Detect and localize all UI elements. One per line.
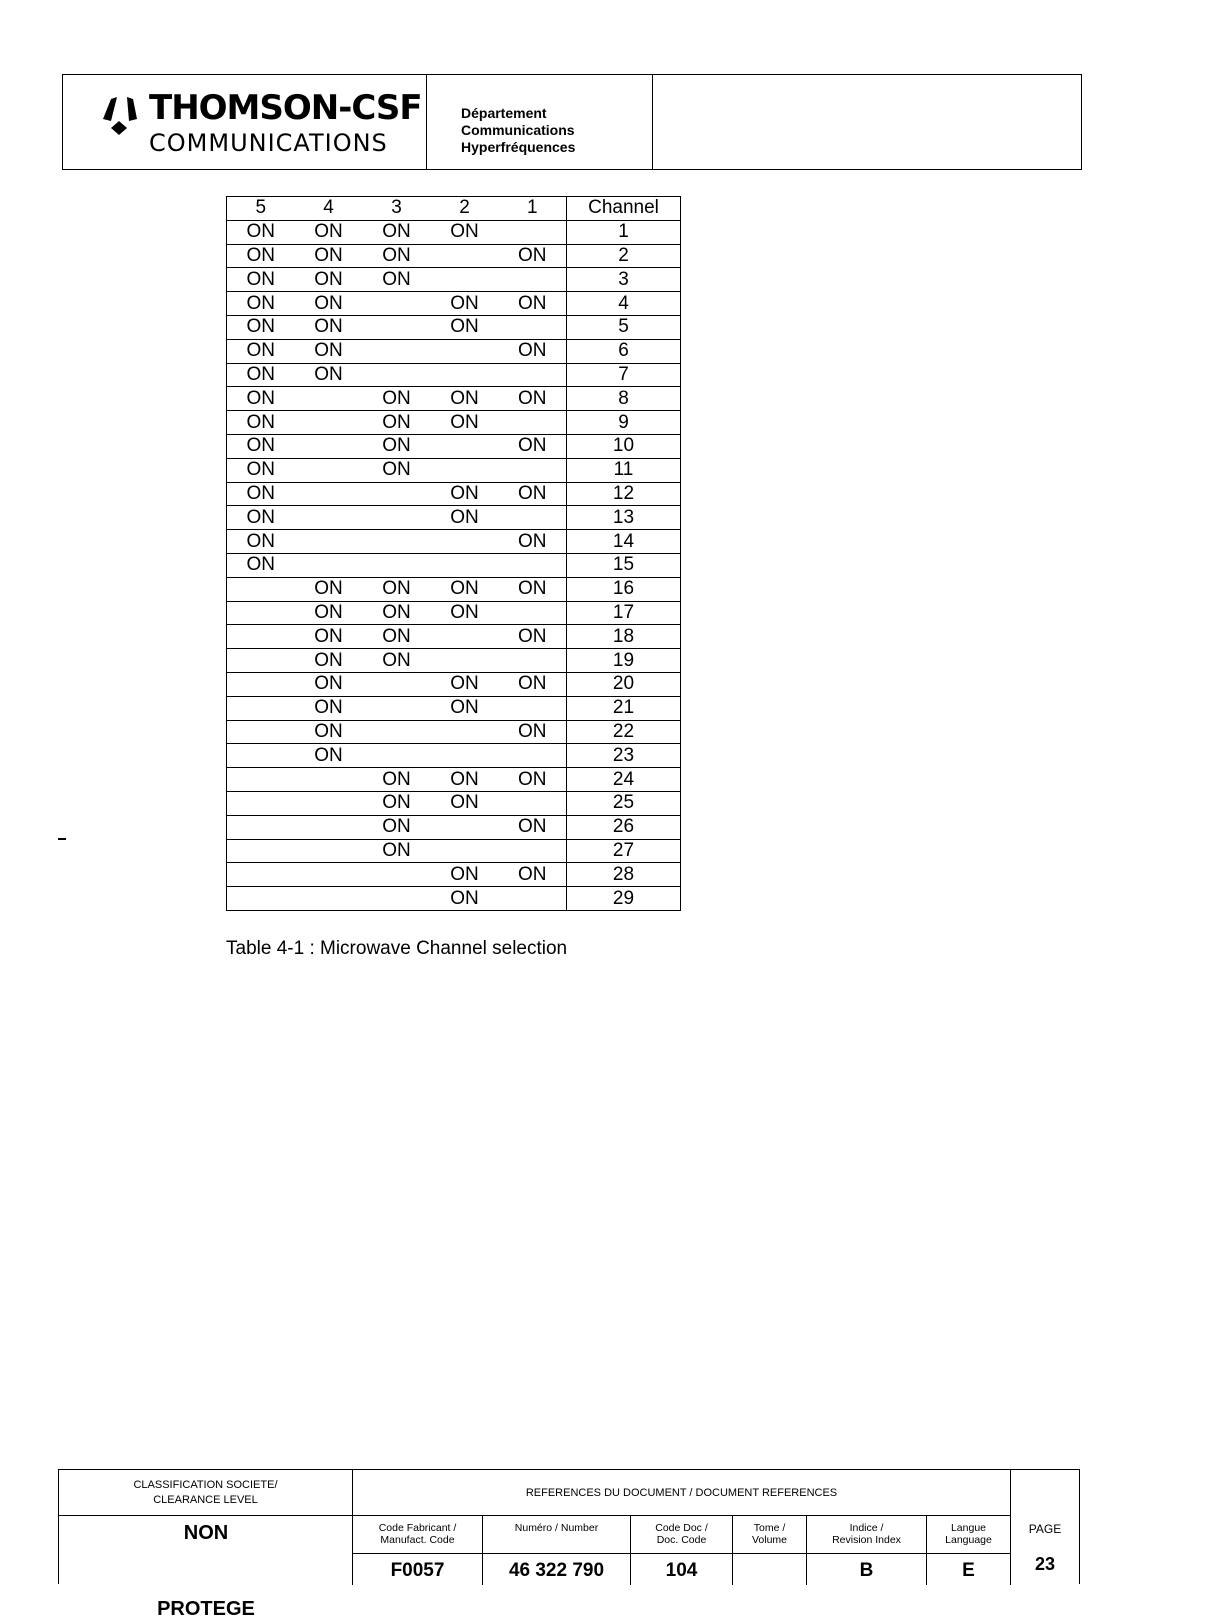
switch-cell bbox=[227, 649, 295, 673]
switch-cell bbox=[363, 887, 431, 911]
switch-cell: ON bbox=[295, 649, 363, 673]
table-row bbox=[227, 363, 681, 387]
switch-cell: ON bbox=[295, 601, 363, 625]
switch-cell bbox=[363, 863, 431, 887]
document-header bbox=[62, 74, 1082, 170]
channel-number-cell: 18 bbox=[567, 625, 681, 649]
switch-cell: ON bbox=[227, 339, 295, 363]
switch-cell: ON bbox=[363, 387, 431, 411]
switch-cell: ON bbox=[499, 863, 567, 887]
switch-cell: ON bbox=[363, 649, 431, 673]
reference-field-label bbox=[807, 1522, 926, 1554]
channel-number-cell: 24 bbox=[567, 768, 681, 792]
department-line: Département bbox=[461, 105, 547, 121]
switch-cell: ON bbox=[227, 530, 295, 554]
reference-field bbox=[733, 1516, 807, 1585]
switch-cell bbox=[227, 577, 295, 601]
reference-field-label bbox=[483, 1522, 630, 1554]
channel-number-cell: 26 bbox=[567, 815, 681, 839]
channel-number-cell: 23 bbox=[567, 744, 681, 768]
switch-cell bbox=[431, 625, 499, 649]
table-body bbox=[227, 220, 681, 910]
switch-cell bbox=[227, 720, 295, 744]
table-row bbox=[227, 720, 681, 744]
references-label: REFERENCES DU DOCUMENT / DOCUMENT REFERENCES bbox=[353, 1470, 1011, 1516]
channel-number-cell: 14 bbox=[567, 530, 681, 554]
table-row bbox=[227, 863, 681, 887]
switch-cell: ON bbox=[295, 268, 363, 292]
switch-cell bbox=[363, 696, 431, 720]
switch-cell bbox=[499, 363, 567, 387]
switch-cell: ON bbox=[363, 839, 431, 863]
document-footer bbox=[58, 1469, 1080, 1620]
table-row bbox=[227, 292, 681, 316]
switch-cell: ON bbox=[363, 411, 431, 435]
switch-cell: ON bbox=[431, 601, 499, 625]
switch-cell: ON bbox=[363, 625, 431, 649]
table-row bbox=[227, 411, 681, 435]
switch-cell bbox=[431, 339, 499, 363]
switch-cell: ON bbox=[499, 387, 567, 411]
switch-cell bbox=[499, 411, 567, 435]
switch-cell: ON bbox=[431, 768, 499, 792]
switch-cell bbox=[499, 887, 567, 911]
switch-cell bbox=[295, 506, 363, 530]
channel-number-cell: 16 bbox=[567, 577, 681, 601]
channel-number-cell: 28 bbox=[567, 863, 681, 887]
switch-cell: ON bbox=[431, 292, 499, 316]
switch-cell bbox=[363, 530, 431, 554]
switch-cell: ON bbox=[227, 434, 295, 458]
switch-cell bbox=[431, 839, 499, 863]
table-row bbox=[227, 339, 681, 363]
switch-cell bbox=[227, 672, 295, 696]
reference-field-value: 104 bbox=[665, 1560, 698, 1581]
switch-cell: ON bbox=[295, 720, 363, 744]
channel-number-cell: 27 bbox=[567, 839, 681, 863]
header-empty-cell bbox=[653, 75, 1081, 169]
switch-cell bbox=[431, 815, 499, 839]
switch-cell: ON bbox=[431, 387, 499, 411]
channel-number-cell: 1 bbox=[567, 220, 681, 244]
switch-cell bbox=[363, 672, 431, 696]
table-row bbox=[227, 625, 681, 649]
switch-cell: ON bbox=[227, 268, 295, 292]
switch-cell bbox=[295, 434, 363, 458]
switch-cell bbox=[295, 482, 363, 506]
switch-cell: ON bbox=[227, 458, 295, 482]
table-row bbox=[227, 506, 681, 530]
switch-cell: ON bbox=[363, 768, 431, 792]
switch-cell: ON bbox=[431, 791, 499, 815]
switch-cell: ON bbox=[431, 672, 499, 696]
table-row bbox=[227, 577, 681, 601]
switch-cell bbox=[431, 720, 499, 744]
reference-field bbox=[927, 1516, 1011, 1585]
classification-label bbox=[59, 1470, 353, 1516]
department-line: Hyperfréquences bbox=[461, 139, 576, 155]
switch-cell bbox=[227, 839, 295, 863]
column-header: 2 bbox=[431, 197, 499, 221]
switch-cell bbox=[431, 434, 499, 458]
switch-cell bbox=[499, 268, 567, 292]
switch-cell: ON bbox=[431, 863, 499, 887]
scan-mark bbox=[58, 838, 66, 840]
column-header: 1 bbox=[499, 197, 567, 221]
channel-number-cell: 17 bbox=[567, 601, 681, 625]
reference-field bbox=[807, 1516, 927, 1585]
switch-cell: ON bbox=[499, 244, 567, 268]
channel-number-cell: 20 bbox=[567, 672, 681, 696]
switch-cell: ON bbox=[363, 244, 431, 268]
page-column bbox=[1011, 1470, 1079, 1585]
switch-cell: ON bbox=[295, 672, 363, 696]
switch-cell bbox=[227, 696, 295, 720]
channel-number-cell: 7 bbox=[567, 363, 681, 387]
switch-cell: ON bbox=[499, 530, 567, 554]
reference-field-label-line: Language bbox=[945, 1534, 992, 1546]
switch-cell bbox=[295, 791, 363, 815]
reference-field-label-line: Code Doc / bbox=[655, 1522, 708, 1534]
switch-cell: ON bbox=[227, 315, 295, 339]
switch-cell bbox=[363, 720, 431, 744]
switch-cell: ON bbox=[431, 482, 499, 506]
switch-cell bbox=[295, 411, 363, 435]
table-row bbox=[227, 220, 681, 244]
table-row bbox=[227, 744, 681, 768]
page-number: 23 bbox=[1034, 1554, 1056, 1574]
table-row bbox=[227, 672, 681, 696]
table-row bbox=[227, 601, 681, 625]
classification-value-line: NON bbox=[183, 1522, 229, 1544]
channel-number-cell: 5 bbox=[567, 315, 681, 339]
switch-cell: ON bbox=[499, 672, 567, 696]
switch-cell bbox=[363, 553, 431, 577]
logo-cell bbox=[63, 75, 427, 169]
table-row bbox=[227, 696, 681, 720]
reference-field-label-line: Indice / bbox=[849, 1522, 884, 1534]
table-row bbox=[227, 791, 681, 815]
switch-cell bbox=[499, 791, 567, 815]
reference-field-label-line: Tome / bbox=[753, 1522, 786, 1534]
switch-cell bbox=[363, 506, 431, 530]
column-header: Channel bbox=[567, 197, 681, 221]
switch-cell: ON bbox=[363, 577, 431, 601]
table-row bbox=[227, 268, 681, 292]
switch-cell bbox=[363, 744, 431, 768]
switch-cell bbox=[363, 363, 431, 387]
channel-number-cell: 29 bbox=[567, 887, 681, 911]
table-row bbox=[227, 530, 681, 554]
switch-cell: ON bbox=[295, 292, 363, 316]
table-row bbox=[227, 434, 681, 458]
switch-cell bbox=[499, 839, 567, 863]
switch-cell bbox=[499, 744, 567, 768]
reference-field-label bbox=[353, 1522, 482, 1554]
reference-field-label bbox=[733, 1522, 806, 1554]
switch-cell bbox=[295, 553, 363, 577]
switch-cell bbox=[227, 887, 295, 911]
table-caption: Table 4-1 : Microwave Channel selection bbox=[226, 938, 568, 959]
switch-cell: ON bbox=[227, 506, 295, 530]
reference-field-value: 46 322 790 bbox=[508, 1560, 605, 1581]
switch-cell bbox=[431, 268, 499, 292]
brand-subtitle: COMMUNICATIONS bbox=[149, 129, 388, 157]
switch-cell bbox=[227, 863, 295, 887]
channel-number-cell: 12 bbox=[567, 482, 681, 506]
switch-cell: ON bbox=[295, 220, 363, 244]
switch-cell bbox=[499, 458, 567, 482]
table-row bbox=[227, 815, 681, 839]
switch-cell: ON bbox=[499, 292, 567, 316]
switch-cell: ON bbox=[499, 577, 567, 601]
switch-cell bbox=[227, 601, 295, 625]
switch-cell: ON bbox=[431, 577, 499, 601]
switch-cell: ON bbox=[227, 363, 295, 387]
switch-cell bbox=[431, 363, 499, 387]
switch-cell: ON bbox=[363, 815, 431, 839]
switch-cell bbox=[227, 768, 295, 792]
switch-cell: ON bbox=[431, 887, 499, 911]
channel-number-cell: 6 bbox=[567, 339, 681, 363]
channel-number-cell: 2 bbox=[567, 244, 681, 268]
switch-cell: ON bbox=[499, 339, 567, 363]
column-header: 3 bbox=[363, 197, 431, 221]
department-line: Communications bbox=[461, 122, 575, 138]
switch-cell bbox=[295, 387, 363, 411]
table-row bbox=[227, 887, 681, 911]
switch-cell bbox=[363, 339, 431, 363]
reference-field-value: E bbox=[962, 1560, 975, 1581]
switch-cell: ON bbox=[363, 268, 431, 292]
switch-cell: ON bbox=[363, 220, 431, 244]
switch-cell: ON bbox=[499, 434, 567, 458]
classification-value bbox=[59, 1516, 353, 1620]
switch-cell bbox=[499, 506, 567, 530]
switch-cell: ON bbox=[227, 553, 295, 577]
reference-field-label-line: Numéro / Number bbox=[514, 1522, 599, 1534]
channel-number-cell: 13 bbox=[567, 506, 681, 530]
switch-cell bbox=[431, 649, 499, 673]
switch-cell bbox=[431, 744, 499, 768]
channel-number-cell: 8 bbox=[567, 387, 681, 411]
department-cell bbox=[427, 75, 653, 169]
reference-field-label-line: Manufact. Code bbox=[380, 1534, 455, 1546]
switch-cell bbox=[499, 220, 567, 244]
reference-field-label-line: Volume bbox=[751, 1534, 788, 1546]
classification-value-line: PROTEGE bbox=[157, 1598, 255, 1620]
channel-number-cell: 15 bbox=[567, 553, 681, 577]
switch-cell bbox=[363, 292, 431, 316]
reference-field-label-line: Code Fabricant / bbox=[378, 1522, 457, 1534]
switch-cell bbox=[431, 530, 499, 554]
switch-cell bbox=[363, 482, 431, 506]
switch-cell: ON bbox=[431, 506, 499, 530]
reference-field bbox=[353, 1516, 483, 1585]
switch-cell: ON bbox=[499, 720, 567, 744]
switch-cell: ON bbox=[227, 220, 295, 244]
switch-cell bbox=[499, 649, 567, 673]
switch-cell: ON bbox=[363, 458, 431, 482]
reference-field-value: F0057 bbox=[390, 1560, 445, 1581]
reference-field bbox=[483, 1516, 631, 1585]
reference-field-label-line: Doc. Code bbox=[656, 1534, 707, 1546]
switch-cell bbox=[295, 768, 363, 792]
switch-cell bbox=[295, 458, 363, 482]
switch-cell: ON bbox=[431, 411, 499, 435]
channel-number-cell: 10 bbox=[567, 434, 681, 458]
reference-field bbox=[631, 1516, 733, 1585]
table-row bbox=[227, 244, 681, 268]
switch-cell bbox=[499, 696, 567, 720]
classification-label-line: CLEARANCE LEVEL bbox=[153, 1494, 258, 1506]
switch-cell: ON bbox=[295, 339, 363, 363]
table-row bbox=[227, 649, 681, 673]
switch-cell: ON bbox=[227, 482, 295, 506]
switch-cell: ON bbox=[227, 292, 295, 316]
reference-field-label bbox=[631, 1522, 732, 1554]
table-row bbox=[227, 458, 681, 482]
table-row bbox=[227, 315, 681, 339]
switch-cell: ON bbox=[227, 411, 295, 435]
switch-cell bbox=[227, 744, 295, 768]
switch-cell bbox=[295, 530, 363, 554]
switch-cell: ON bbox=[499, 482, 567, 506]
switch-cell bbox=[363, 315, 431, 339]
switch-cell bbox=[431, 244, 499, 268]
switch-cell: ON bbox=[363, 434, 431, 458]
switch-cell: ON bbox=[227, 244, 295, 268]
table-row bbox=[227, 387, 681, 411]
channel-number-cell: 3 bbox=[567, 268, 681, 292]
switch-cell bbox=[295, 887, 363, 911]
channel-selection-table bbox=[226, 196, 681, 911]
switch-cell bbox=[431, 553, 499, 577]
switch-cell: ON bbox=[295, 244, 363, 268]
thomson-logo-icon bbox=[97, 95, 141, 137]
reference-field-label-line: Langue bbox=[950, 1522, 987, 1534]
table-row bbox=[227, 482, 681, 506]
switch-cell: ON bbox=[295, 577, 363, 601]
channel-number-cell: 25 bbox=[567, 791, 681, 815]
switch-cell: ON bbox=[227, 387, 295, 411]
channel-number-cell: 11 bbox=[567, 458, 681, 482]
switch-cell: ON bbox=[431, 220, 499, 244]
switch-cell: ON bbox=[295, 315, 363, 339]
switch-cell: ON bbox=[431, 315, 499, 339]
reference-field-value: B bbox=[859, 1560, 874, 1581]
reference-field-label-line: Revision Index bbox=[832, 1534, 901, 1546]
switch-cell bbox=[499, 601, 567, 625]
table-row bbox=[227, 553, 681, 577]
switch-cell: ON bbox=[363, 601, 431, 625]
table-row bbox=[227, 839, 681, 863]
column-header: 4 bbox=[295, 197, 363, 221]
channel-number-cell: 19 bbox=[567, 649, 681, 673]
switch-cell bbox=[499, 553, 567, 577]
channel-number-cell: 21 bbox=[567, 696, 681, 720]
switch-cell bbox=[295, 863, 363, 887]
switch-cell: ON bbox=[499, 815, 567, 839]
table-header-row bbox=[227, 197, 681, 221]
switch-cell bbox=[295, 815, 363, 839]
switch-cell bbox=[431, 458, 499, 482]
table-row bbox=[227, 768, 681, 792]
brand-name: THOMSON-CSF bbox=[149, 88, 422, 128]
switch-cell: ON bbox=[431, 696, 499, 720]
switch-cell bbox=[227, 625, 295, 649]
switch-cell bbox=[227, 815, 295, 839]
reference-field-label bbox=[927, 1522, 1010, 1554]
switch-cell bbox=[499, 315, 567, 339]
switch-cell: ON bbox=[295, 363, 363, 387]
channel-number-cell: 9 bbox=[567, 411, 681, 435]
switch-cell: ON bbox=[499, 625, 567, 649]
switch-cell: ON bbox=[499, 768, 567, 792]
channel-number-cell: 22 bbox=[567, 720, 681, 744]
switch-cell: ON bbox=[295, 625, 363, 649]
switch-cell bbox=[295, 839, 363, 863]
channel-number-cell: 4 bbox=[567, 292, 681, 316]
switch-cell: ON bbox=[295, 744, 363, 768]
classification-label-line: CLASSIFICATION SOCIETE/ bbox=[133, 1479, 278, 1491]
switch-cell: ON bbox=[363, 791, 431, 815]
page-label: PAGE bbox=[1028, 1522, 1062, 1536]
column-header: 5 bbox=[227, 197, 295, 221]
switch-cell bbox=[227, 791, 295, 815]
switch-cell: ON bbox=[295, 696, 363, 720]
